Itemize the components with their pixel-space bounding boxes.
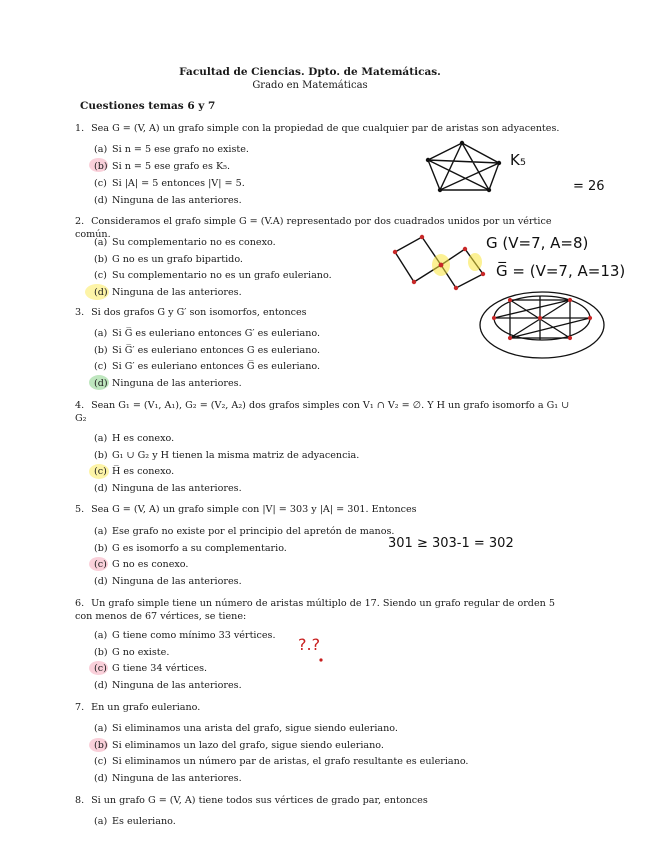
- option-2b: (b) G no es un grafo bipartido.: [94, 254, 243, 265]
- option-7d: (d) Ninguna de las anteriores.: [94, 773, 242, 784]
- question-6: 6. Un grafo simple tiene un número de aristas múltiplo de 17. Siendo un grafo regular de orden 5 con menos de 67 vértices, se tiene:: [75, 598, 555, 622]
- option-3b: (b) Si G̅′ es euleriano entonces G es euleriano.: [94, 345, 321, 356]
- option-4c: (c) H̅ es conexo.: [94, 466, 175, 477]
- question-text: Sean G₁ = (V₁, A₁), G₂ = (V₂, A₂) dos grafos simples con V₁ ∩ V₂ = ∅. Y H un grafo isomorfo a G₁ ∪ G₂: [75, 400, 570, 424]
- question-text: En un grafo euleriano.: [91, 702, 201, 713]
- graph-params-note: G (V=7, A=8): [486, 234, 589, 252]
- option-1b: (b) Si n = 5 ese grafo es K₅.: [94, 161, 231, 172]
- option-6b: (b) G no existe.: [94, 647, 170, 658]
- question-text: Si un grafo G = (V, A) tiene todos sus vértices de grado par, entonces: [91, 795, 428, 806]
- question-mark-dot: [319, 658, 322, 661]
- k5-label: K₅: [510, 151, 526, 169]
- question-text: Un grafo simple tiene un número de aristas múltiplo de 17. Siendo un grafo regular de orden 5 con menos de 67 vértices, se tiene:: [75, 598, 555, 622]
- option-3a: (a) Si G̅ es euleriano entonces G′ es euleriano.: [94, 328, 321, 339]
- option-4a: (a) H es conexo.: [94, 433, 175, 444]
- option-3d: (d) Ninguna de las anteriores.: [94, 378, 242, 389]
- k5-vertices: [426, 141, 501, 192]
- option-5d: (d) Ninguna de las anteriores.: [94, 576, 242, 587]
- option-6c: (c) G tiene 34 vértices.: [94, 663, 208, 674]
- two-squares-vertices: [393, 235, 485, 290]
- option-4d: (d) Ninguna de las anteriores.: [94, 483, 242, 494]
- two-squares-yellow-marks: [432, 253, 482, 276]
- question-text: Sea G = (V, A) un grafo simple con la propiedad de que cualquier par de aristas son adyacentes.: [91, 123, 560, 134]
- section-title: Cuestiones temas 6 y 7: [80, 100, 216, 112]
- question-7: 7. En un grafo euleriano.: [75, 702, 201, 713]
- option-6d: (d) Ninguna de las anteriores.: [94, 680, 242, 691]
- option-7b: (b) Si eliminamos un lazo del grafo, sigue siendo euleriano.: [94, 740, 384, 751]
- option-2a: (a) Su complementario no es conexo.: [94, 237, 276, 248]
- question-5: 5. Sea G = (V, A) un grafo simple con |V| = 303 y |A| = 301. Entonces: [75, 504, 417, 515]
- option-1a: (a) Si n = 5 ese grafo no existe.: [94, 144, 249, 155]
- complement-graph-vertices: [492, 298, 592, 340]
- two-squares-sketch: [395, 237, 483, 288]
- k5-sketch: [428, 143, 499, 190]
- question-8: 8. Si un grafo G = (V, A) tiene todos sus vértices de grado par, entonces: [75, 795, 428, 806]
- handshake-note: 301 ≥ 303-1 = 302: [388, 536, 514, 551]
- option-8a: (a) Es euleriano.: [94, 816, 176, 827]
- option-1c: (c) Si |A| = 5 entonces |V| = 5.: [94, 178, 245, 189]
- question-marks-note: ?.?: [298, 635, 321, 654]
- k5-count-note: = 26: [573, 179, 605, 194]
- option-2d: (d) Ninguna de las anteriores.: [94, 287, 242, 298]
- option-5c: (c) G no es conexo.: [94, 559, 189, 570]
- page-subtitle: Grado en Matemáticas: [252, 80, 368, 91]
- question-3: 3. Si dos grafos G y G′ son isomorfos, entonces: [75, 307, 307, 318]
- question-text: Consideramos el grafo simple G = (V.A) representado por dos cuadrados unidos por un vértice común.: [75, 216, 552, 240]
- option-3c: (c) Si G′ es euleriano entonces G̅ es euleriano.: [94, 361, 321, 372]
- complement-params-note: G̅ = (V=7, A=13): [496, 262, 626, 280]
- option-1d: (d) Ninguna de las anteriores.: [94, 195, 242, 206]
- option-7c: (c) Si eliminamos un número par de aristas, el grafo resultante es euleriano.: [94, 756, 469, 767]
- question-1: 1. Sea G = (V, A) un grafo simple con la propiedad de que cualquier par de aristas son adyacentes.: [75, 123, 560, 134]
- option-5b: (b) G es isomorfo a su complementario.: [94, 543, 287, 554]
- question-text: Sea G = (V, A) un grafo simple con |V| = 303 y |A| = 301. Entonces: [91, 504, 417, 515]
- option-5a: (a) Ese grafo no existe por el principio del apretón de manos.: [94, 526, 395, 537]
- question-4: 4. Sean G₁ = (V₁, A₁), G₂ = (V₂, A₂) dos grafos simples con V₁ ∩ V₂ = ∅. Y H un grafo isomorfo a G₁ ∪ G₂: [75, 400, 570, 424]
- option-6a: (a) G tiene como mínimo 33 vértices.: [94, 630, 276, 641]
- complement-graph-sketch: [480, 292, 604, 358]
- option-7a: (a) Si eliminamos una arista del grafo, sigue siendo euleriano.: [94, 723, 398, 734]
- option-2c: (c) Su complementario no es un grafo euleriano.: [94, 270, 332, 281]
- question-text: Si dos grafos G y G′ son isomorfos, entonces: [91, 307, 307, 318]
- question-2: 2. Consideramos el grafo simple G = (V.A) representado por dos cuadrados unidos por un vértice común.: [75, 216, 552, 240]
- option-4b: (b) G₁ ∪ G₂ y H tienen la misma matriz de adyacencia.: [94, 450, 360, 461]
- page-title: Facultad de Ciencias. Dpto. de Matemáticas.: [179, 66, 441, 78]
